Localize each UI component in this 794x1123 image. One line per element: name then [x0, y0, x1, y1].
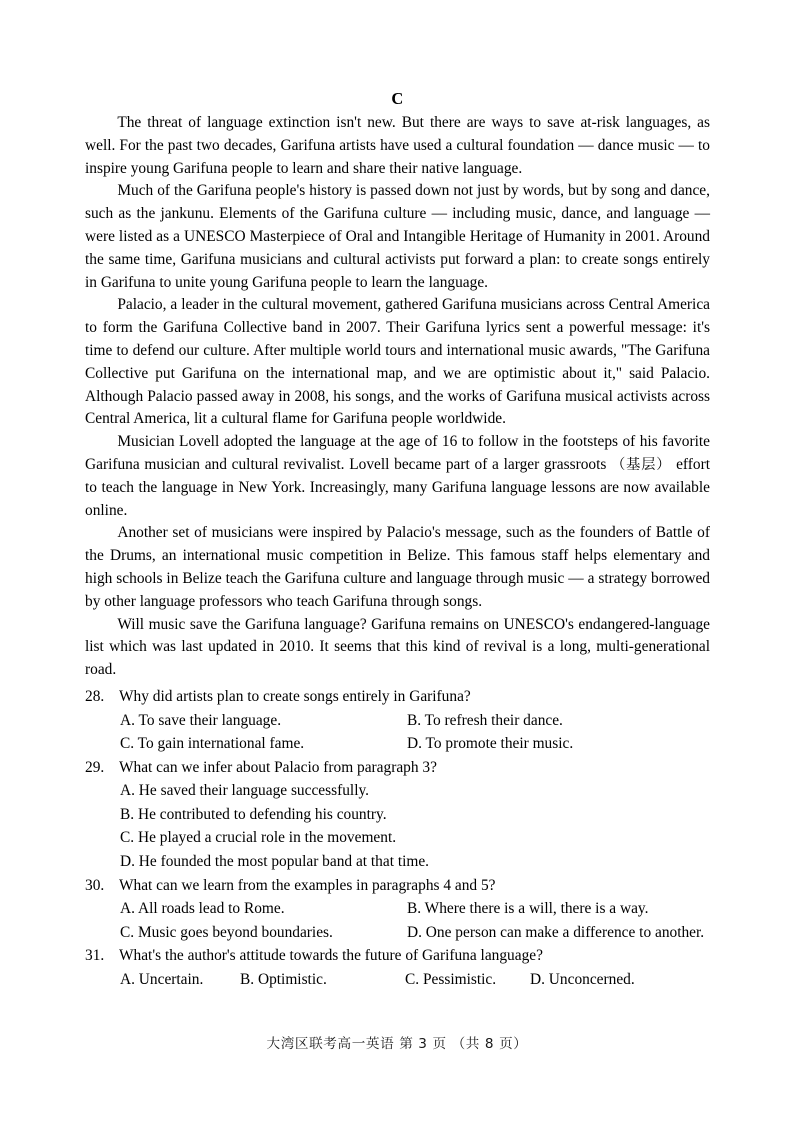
question-31-options	[85, 968, 710, 992]
section-letter-heading: C	[391, 89, 404, 108]
question-29-option-row-2	[120, 803, 710, 827]
passage-paragraph-2: Much of the Garifuna people's history is passed down not just by words, but by song and dance, such as the jankunu. Elements of the Garifuna culture — including music, dance, and language — were listed as a UNESCO Masterpiece of Oral and Intangible Heritage of Humanity in 2001. Around the same time, Garifuna musicians and cultural activists put forward a plan: to create songs entirely in Garifuna to unite young Garifuna people to learn the language.	[85, 182, 710, 291]
question-30-option-c[interactable]: C. Music goes beyond boundaries.	[120, 923, 333, 941]
passage-paragraph-4-text-after: effort to teach the language in New York. Increasingly, many Garifuna language lessons are now available online.	[85, 455, 710, 519]
question-29-option-row-3	[120, 826, 710, 850]
question-31-option-b[interactable]: B. Optimistic.	[240, 971, 327, 989]
question-28-option-row-1	[120, 709, 710, 733]
question-30	[85, 874, 710, 945]
question-28	[85, 685, 710, 756]
question-28-option-row-2	[120, 732, 710, 756]
question-30-number: 30.	[85, 876, 105, 894]
question-31-option-c[interactable]: C. Pessimistic.	[405, 971, 497, 989]
question-29-option-row-4	[120, 850, 710, 874]
question-29	[85, 756, 710, 874]
question-29-options	[85, 779, 710, 873]
reading-passage	[85, 112, 710, 682]
question-29-option-a[interactable]: A. He saved their language successfully.	[120, 782, 370, 800]
question-31-text: What's the author's attitude towards the future of Garifuna language?	[119, 947, 543, 965]
question-30-option-b[interactable]: B. Where there is a will, there is a way.	[407, 900, 649, 918]
question-28-stem	[85, 685, 710, 709]
question-31-option-row-1	[120, 968, 710, 992]
page-footer: 大湾区联考高一英语 第 3 页 （共 8 页）	[266, 1036, 528, 1052]
question-list	[85, 685, 710, 992]
passage-paragraph-1: The threat of language extinction isn't new. But there are ways to save at-risk languages, as well. For the past two decades, Garifuna artists have used a cultural foundation — dance music — to inspire young Garifuna people to learn and share their native language.	[85, 114, 710, 177]
question-30-text: What can we learn from the examples in paragraphs 4 and 5?	[119, 876, 496, 894]
question-28-text: Why did artists plan to create songs entirely in Garifuna?	[119, 687, 471, 705]
question-30-option-row-2	[120, 921, 710, 945]
question-28-options	[85, 709, 710, 756]
question-31-number: 31.	[85, 947, 105, 965]
question-31-stem	[85, 944, 710, 968]
question-29-stem	[85, 756, 710, 780]
passage-paragraph-4	[85, 431, 710, 522]
question-31-option-a[interactable]: A. Uncertain.	[120, 971, 204, 989]
question-29-option-c[interactable]: C. He played a crucial role in the movement.	[120, 829, 397, 847]
question-31-option-d[interactable]: D. Unconcerned.	[530, 971, 635, 989]
question-29-option-row-1	[120, 779, 710, 803]
question-30-options	[85, 897, 710, 944]
question-28-number: 28.	[85, 687, 105, 705]
question-28-option-c[interactable]: C. To gain international fame.	[120, 735, 305, 753]
question-29-text: What can we infer about Palacio from paragraph 3?	[119, 758, 437, 776]
passage-paragraph-4-text-before: Musician Lovell adopted the language at the age of 16 to follow in the footsteps of his favorite Garifuna musician and cultural revivalist. Lovell became part of a larger grassroots	[85, 433, 710, 473]
passage-paragraph-5: Another set of musicians were inspired by Palacio's message, such as the founders of Battle of the Drums, an international music competition in Belize. This famous staff helps elementary and high schools in Belize teach the Garifuna culture and language through music — a strategy borrowed by other language professors who teach Garifuna through songs.	[85, 524, 710, 610]
page-content	[85, 88, 710, 992]
passage-gloss-grassroots: （基层）	[611, 456, 672, 473]
question-30-option-a[interactable]: A. All roads lead to Rome.	[120, 900, 285, 918]
question-30-option-d[interactable]: D. One person can make a difference to another.	[407, 923, 705, 941]
question-29-option-b[interactable]: B. He contributed to defending his country.	[120, 805, 387, 823]
question-28-option-d[interactable]: D. To promote their music.	[407, 735, 574, 753]
question-30-stem	[85, 874, 710, 898]
question-28-option-a[interactable]: A. To save their language.	[120, 711, 282, 729]
question-29-option-d[interactable]: D. He founded the most popular band at that time.	[120, 853, 430, 871]
question-30-option-row-1	[120, 897, 710, 921]
question-29-number: 29.	[85, 758, 105, 776]
question-28-option-b[interactable]: B. To refresh their dance.	[407, 711, 563, 729]
passage-paragraph-3: Palacio, a leader in the cultural movement, gathered Garifuna musicians across Central America to form the Garifuna Collective band in 2007. Their Garifuna lyrics sent a powerful message: it's time to defend our culture. After multiple world tours and international music awards, "The Garifuna Collective put Garifuna on the international map, and we are optimistic about it," said Palacio. Although Palacio passed away in 2008, his songs, and the works of Garifuna musical activists across Central America, lit a cultural flame for Garifuna people worldwide.	[85, 296, 710, 428]
passage-paragraph-6: Will music save the Garifuna language? Garifuna remains on UNESCO's endangered-language list which was last updated in 2010. It seems that this kind of revival is a long, multi-generational road.	[85, 615, 710, 679]
question-31	[85, 944, 710, 991]
